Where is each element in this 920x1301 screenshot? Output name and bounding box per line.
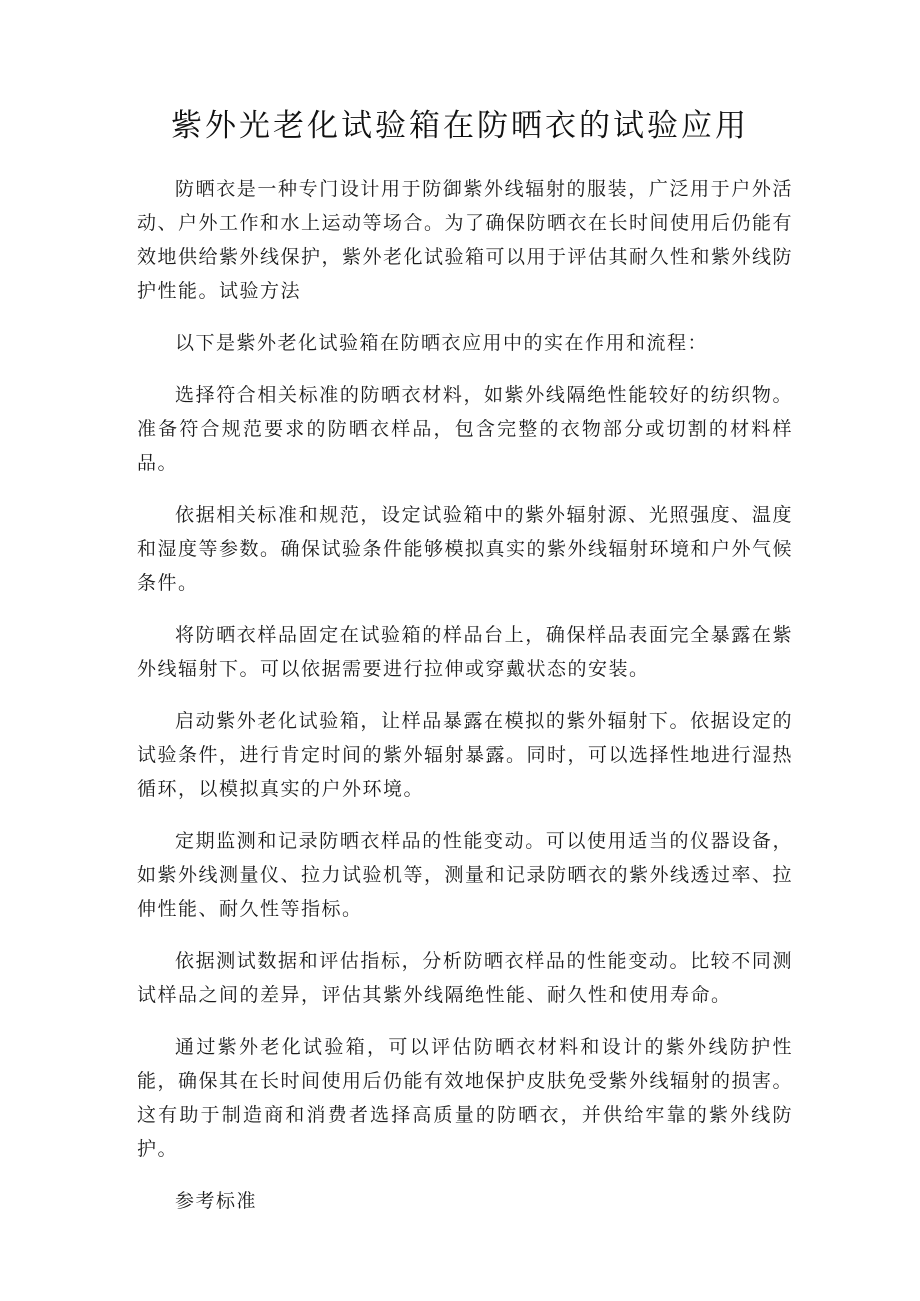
paragraph-monitoring: 定期监测和记录防晒衣样品的性能变动。可以使用适当的仪器设备，如紫外线测量仪、拉力试验机等，测量和记录防晒衣的紫外线透过率、拉伸性能、耐久性等指标。 [137, 830, 794, 920]
document-body [137, 172, 793, 1236]
paragraph-sample-mounting: 将防晒衣样品固定在试验箱的样品台上，确保样品表面完全暴露在紫外线辐射下。可以依据需要进行拉伸或穿戴状态的安装。 [137, 624, 793, 680]
paragraph-analysis: 依据测试数据和评估指标，分析防晒衣样品的性能变动。比较不同测试样品之间的差异，评估其紫外线隔绝性能、耐久性和使用寿命。 [137, 950, 793, 1006]
paragraph-conclusion: 通过紫外老化试验箱，可以评估防晒衣材料和设计的紫外线防护性能，确保其在长时间使用后仍能有效地保护皮肤免受紫外线辐射的损害。这有助于制造商和消费者选择高质量的防晒衣，并供给牢靠的紫外线防护。 [137, 1036, 794, 1160]
paragraph-process-intro: 以下是紫外老化试验箱在防晒衣应用中的实在作用和流程： [175, 332, 709, 354]
paragraph-sample-selection: 选择符合相关标准的防晒衣材料，如紫外线隔绝性能较好的纺织物。准备符合规范要求的防晒衣样品，包含完整的衣物部分或切割的材料样品。 [137, 384, 793, 474]
paragraph-exposure: 启动紫外老化试验箱，让样品暴露在模拟的紫外辐射下。依据设定的试验条件，进行肯定时间的紫外辐射暴露。同时，可以选择性地进行湿热循环，以模拟真实的户外环境。 [137, 710, 794, 800]
paragraph-parameter-setup: 依据相关标准和规范，设定试验箱中的紫外辐射源、光照强度、温度和湿度等参数。确保试验条件能够模拟真实的紫外线辐射环境和户外气候条件。 [137, 504, 794, 594]
paragraph-intro: 防晒衣是一种专门设计用于防御紫外线辐射的服装，广泛用于户外活动、户外工作和水上运动等场合。为了确保防晒衣在长时间使用后仍能有效地供给紫外线保护，紫外老化试验箱可以用于评估其耐久性和紫外线防护性能。试验方法 [137, 178, 794, 302]
document-title: 紫外光老化试验箱在防晒衣的试验应用 [171, 108, 749, 144]
paragraph-reference-heading: 参考标准 [175, 1190, 258, 1212]
